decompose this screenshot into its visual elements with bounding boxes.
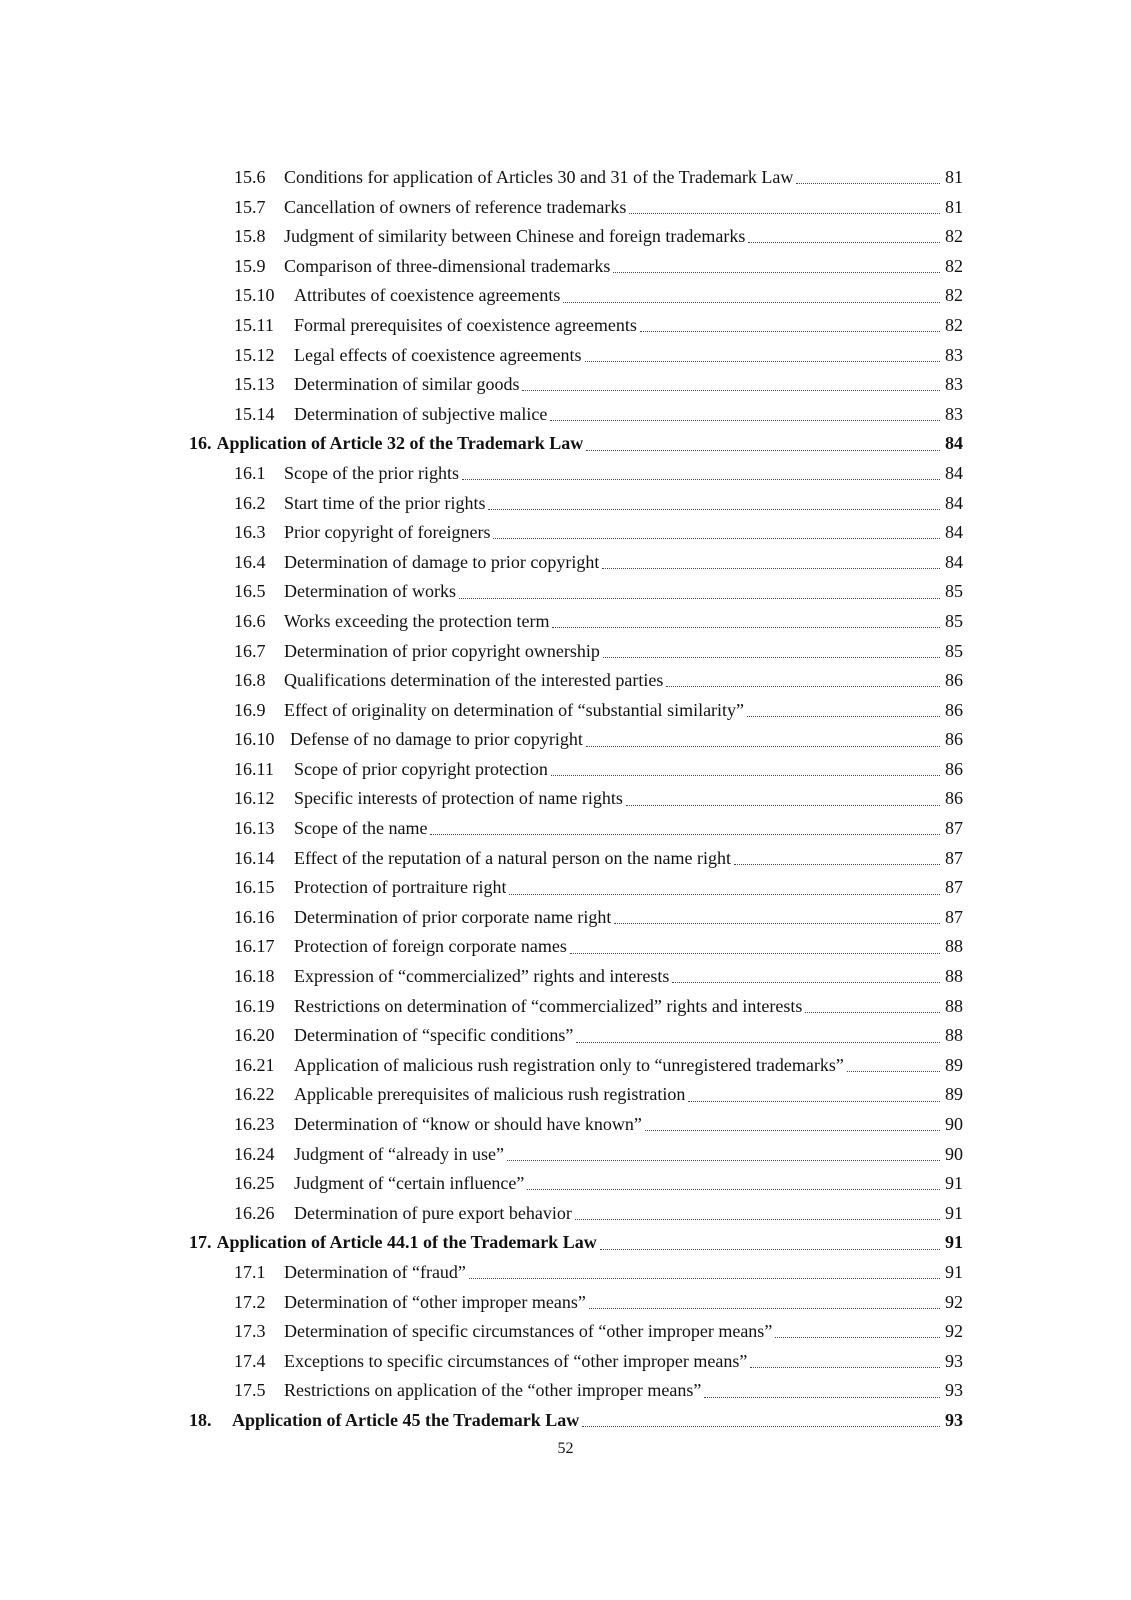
entry-title: Exceptions to specific circumstances of “other improper means”	[284, 1350, 748, 1371]
toc-entry[interactable]	[189, 962, 963, 992]
entry-title: Protection of portraiture right	[294, 877, 507, 898]
entry-title: Determination of “specific conditions”	[294, 1025, 574, 1046]
dot-leader	[666, 686, 940, 687]
dot-leader	[589, 1308, 940, 1309]
dot-leader	[688, 1101, 940, 1102]
toc-entry[interactable]	[189, 1258, 963, 1288]
entry-page: 86	[945, 670, 963, 691]
entry-number: 15.12	[234, 344, 275, 365]
entry-number: 15.10	[234, 285, 275, 306]
chapter-title: Application of Article 45 the Trademark Law	[232, 1409, 580, 1430]
dot-leader	[847, 1071, 940, 1072]
entry-title: Attributes of coexistence agreements	[294, 285, 561, 306]
entry-number: 16.26	[234, 1202, 275, 1223]
entry-page: 83	[945, 374, 963, 395]
entry-page: 93	[945, 1350, 963, 1371]
entry-page: 90	[945, 1114, 963, 1134]
dot-leader	[748, 242, 940, 243]
entry-title: Effect of the reputation of a natural person on the name right	[294, 847, 732, 868]
toc-entry[interactable]	[189, 548, 963, 578]
entry-page: 87	[945, 877, 963, 898]
entry-title: Legal effects of coexistence agreements	[294, 344, 582, 365]
entry-page: 88	[945, 1025, 963, 1046]
chapter-number: 18.	[189, 1409, 212, 1430]
toc-chapter[interactable]	[189, 429, 963, 459]
toc-entry[interactable]	[189, 222, 963, 252]
entry-number: 16.1	[234, 462, 266, 483]
dot-leader	[582, 1426, 940, 1427]
entry-number: 17.1	[234, 1261, 266, 1282]
toc-entry[interactable]	[189, 1169, 963, 1199]
dot-leader	[509, 894, 940, 895]
entry-title: Scope of prior copyright protection	[294, 758, 548, 779]
entry-title: Restrictions on determination of “commercialized” rights and interests	[294, 995, 803, 1016]
entry-page: 85	[945, 610, 963, 631]
chapter-page: 93	[945, 1409, 963, 1430]
entry-page: 83	[945, 403, 963, 424]
entry-title: Defense of no damage to prior copyright	[290, 729, 583, 750]
entry-page: 84	[945, 522, 963, 543]
entry-title: Determination of similar goods	[294, 374, 520, 395]
entry-number: 16.13	[234, 818, 275, 839]
toc-entry[interactable]	[189, 252, 963, 282]
toc-entry[interactable]	[189, 341, 963, 371]
dot-leader	[626, 805, 940, 806]
dot-leader	[585, 361, 940, 362]
entry-title: Judgment of “already in use”	[294, 1143, 504, 1164]
entry-page: 86	[945, 699, 963, 720]
toc-chapter[interactable]	[189, 1228, 963, 1258]
entry-number: 15.6	[234, 167, 266, 187]
entry-page: 92	[945, 1291, 963, 1312]
entry-number: 15.14	[234, 403, 275, 424]
page-number: 52	[557, 1440, 574, 1457]
entry-title: Effect of originality on determination of “substantial similarity”	[284, 699, 745, 720]
entry-title: Start time of the prior rights	[284, 492, 486, 513]
entry-page: 87	[945, 906, 963, 927]
dot-leader	[600, 1249, 940, 1250]
entry-number: 16.16	[234, 906, 275, 927]
entry-number: 16.11	[234, 758, 274, 779]
toc-entry[interactable]	[189, 400, 963, 430]
entry-page: 86	[945, 729, 963, 750]
dot-leader	[586, 746, 940, 747]
entry-number: 17.2	[234, 1291, 266, 1312]
entry-title: Determination of works	[284, 581, 456, 602]
dot-leader	[796, 183, 940, 184]
dot-leader	[614, 923, 940, 924]
toc-entry[interactable]	[189, 1051, 963, 1081]
dot-leader	[704, 1397, 940, 1398]
entry-page: 84	[945, 551, 963, 572]
entry-number: 16.5	[234, 581, 266, 602]
entry-page: 85	[945, 581, 963, 602]
chapter-page: 84	[945, 433, 963, 454]
chapter-title: Application of Article 32 of the Trademark Law	[216, 433, 584, 454]
entry-page: 88	[945, 936, 963, 957]
entry-number: 16.8	[234, 670, 266, 691]
dot-leader	[430, 834, 940, 835]
entry-page: 85	[945, 640, 963, 661]
entry-title: Determination of specific circumstances of “other improper means”	[284, 1321, 773, 1342]
entry-number: 16.9	[234, 699, 266, 720]
toc-entry[interactable]	[189, 755, 963, 785]
entry-page: 87	[945, 847, 963, 868]
entry-page: 91	[945, 1173, 963, 1194]
dot-leader	[747, 716, 940, 717]
toc-entry[interactable]	[189, 1317, 963, 1347]
entry-title: Applicable prerequisites of malicious rush registration	[294, 1084, 686, 1105]
entry-number: 16.3	[234, 522, 266, 543]
entry-title: Application of malicious rush registration only to “unregistered trademarks”	[294, 1054, 844, 1075]
toc-entry[interactable]	[189, 370, 963, 400]
toc-entry[interactable]	[189, 489, 963, 519]
entry-number: 16.14	[234, 847, 275, 868]
dot-leader	[507, 1160, 940, 1161]
toc-entry[interactable]	[189, 932, 963, 962]
entry-number: 15.7	[234, 196, 266, 217]
chapter-title: Application of Article 44.1 of the Trademark Law	[216, 1232, 597, 1253]
toc-chapter[interactable]	[189, 1406, 963, 1436]
chapter-number: 17.	[189, 1232, 212, 1253]
entry-title: Qualifications determination of the interested parties	[284, 670, 664, 691]
entry-title: Cancellation of owners of reference trademarks	[284, 196, 627, 217]
entry-number: 16.19	[234, 995, 275, 1016]
entry-page: 82	[945, 255, 963, 276]
toc-entry[interactable]	[189, 696, 963, 726]
dot-leader	[459, 598, 940, 599]
entry-number: 16.24	[234, 1143, 275, 1164]
entry-number: 16.2	[234, 492, 266, 513]
toc-entry[interactable]	[189, 1140, 963, 1170]
toc-entry[interactable]	[189, 903, 963, 933]
entry-title: Determination of prior copyright ownership	[284, 640, 600, 661]
entry-title: Formal prerequisites of coexistence agreements	[294, 314, 637, 335]
entry-number: 16.17	[234, 936, 275, 957]
entry-page: 83	[945, 344, 963, 365]
entry-number: 16.6	[234, 610, 266, 631]
entry-number: 16.20	[234, 1025, 275, 1046]
entry-page: 82	[945, 285, 963, 306]
toc-entry[interactable]	[189, 459, 963, 489]
dot-leader	[672, 982, 940, 983]
table-of-contents	[189, 163, 963, 1436]
entry-page: 89	[945, 1084, 963, 1105]
toc-entry[interactable]	[189, 193, 963, 223]
entry-number: 16.22	[234, 1084, 275, 1105]
entry-title: Specific interests of protection of name rights	[294, 788, 623, 809]
entry-page: 88	[945, 995, 963, 1016]
entry-page: 81	[945, 167, 963, 187]
entry-number: 16.25	[234, 1173, 275, 1194]
dot-leader	[551, 775, 940, 776]
toc-entry[interactable]	[189, 577, 963, 607]
toc-entry[interactable]	[189, 311, 963, 341]
dot-leader	[575, 1219, 940, 1220]
dot-leader	[775, 1337, 940, 1338]
entry-number: 15.8	[234, 226, 266, 247]
entry-title: Judgment of “certain influence”	[294, 1173, 525, 1194]
entry-page: 91	[945, 1202, 963, 1223]
entry-number: 17.5	[234, 1380, 266, 1401]
dot-leader	[613, 272, 940, 273]
entry-number: 17.4	[234, 1350, 266, 1371]
dot-leader	[586, 450, 940, 451]
entry-title: Determination of “other improper means”	[284, 1291, 586, 1312]
dot-leader	[570, 953, 940, 954]
dot-leader	[602, 568, 940, 569]
toc-entry[interactable]	[189, 1080, 963, 1110]
toc-entry[interactable]	[189, 1376, 963, 1406]
toc-entry[interactable]	[189, 163, 963, 193]
dot-leader	[734, 864, 940, 865]
entry-page: 93	[945, 1380, 963, 1401]
entry-page: 89	[945, 1054, 963, 1075]
toc-entry[interactable]	[189, 873, 963, 903]
toc-entry[interactable]	[189, 607, 963, 637]
entry-title: Scope of the prior rights	[284, 462, 459, 483]
toc-entry[interactable]	[189, 784, 963, 814]
toc-entry[interactable]	[189, 814, 963, 844]
entry-title: Determination of “know or should have known”	[294, 1114, 642, 1134]
entry-page: 86	[945, 758, 963, 779]
entry-number: 16.15	[234, 877, 275, 898]
toc-entry[interactable]	[189, 1110, 963, 1140]
entry-page: 92	[945, 1321, 963, 1342]
entry-page: 84	[945, 462, 963, 483]
entry-title: Determination of damage to prior copyright	[284, 551, 600, 572]
entry-title: Conditions for application of Articles 30 and 31 of the Trademark Law	[284, 167, 794, 187]
toc-entry[interactable]	[189, 518, 963, 548]
toc-entry[interactable]	[189, 1199, 963, 1229]
dot-leader	[462, 479, 940, 480]
toc-entry[interactable]	[189, 992, 963, 1022]
entry-page: 82	[945, 226, 963, 247]
dot-leader	[550, 420, 940, 421]
entry-page: 86	[945, 788, 963, 809]
entry-number: 16.4	[234, 551, 266, 572]
entry-title: Determination of subjective malice	[294, 403, 548, 424]
entry-number: 16.21	[234, 1054, 275, 1075]
dot-leader	[552, 627, 940, 628]
dot-leader	[629, 213, 940, 214]
toc-entry[interactable]	[189, 1021, 963, 1051]
entry-number: 15.13	[234, 374, 275, 395]
chapter-number: 16.	[189, 433, 212, 454]
entry-page: 81	[945, 196, 963, 217]
entry-page: 88	[945, 966, 963, 987]
entry-page: 91	[945, 1261, 963, 1282]
chapter-page: 91	[945, 1232, 963, 1253]
entry-number: 15.9	[234, 255, 266, 276]
entry-number: 16.7	[234, 640, 266, 661]
entry-title: Determination of prior corporate name right	[294, 906, 612, 927]
dot-leader	[640, 331, 940, 332]
dot-leader	[805, 1012, 940, 1013]
entry-title: Restrictions on application of the “other improper means”	[284, 1380, 702, 1401]
entry-page: 90	[945, 1143, 963, 1164]
dot-leader	[645, 1130, 940, 1131]
toc-entry[interactable]	[189, 844, 963, 874]
dot-leader	[488, 509, 940, 510]
entry-title: Judgment of similarity between Chinese and foreign trademarks	[284, 226, 746, 247]
entry-number: 17.3	[234, 1321, 266, 1342]
dot-leader	[522, 390, 940, 391]
entry-page: 82	[945, 314, 963, 335]
toc-entry[interactable]	[189, 666, 963, 696]
dot-leader	[563, 302, 940, 303]
dot-leader	[469, 1278, 940, 1279]
dot-leader	[493, 538, 940, 539]
dot-leader	[750, 1367, 940, 1368]
entry-number: 16.10	[234, 729, 275, 750]
entry-number: 16.12	[234, 788, 275, 809]
entry-title: Determination of pure export behavior	[294, 1202, 572, 1223]
entry-title: Comparison of three-dimensional trademarks	[284, 255, 611, 276]
toc-entry[interactable]	[189, 725, 963, 755]
toc-entry[interactable]	[189, 1288, 963, 1318]
entry-number: 16.23	[234, 1114, 275, 1134]
entry-number: 16.18	[234, 966, 275, 987]
toc-entry[interactable]	[189, 1347, 963, 1377]
entry-title: Works exceeding the protection term	[284, 610, 550, 631]
entry-title: Expression of “commercialized” rights and interests	[294, 966, 670, 987]
entry-title: Scope of the name	[294, 818, 428, 839]
entry-page: 84	[945, 492, 963, 513]
entry-title: Determination of “fraud”	[284, 1261, 466, 1282]
entry-page: 87	[945, 818, 963, 839]
dot-leader	[576, 1042, 940, 1043]
entry-number: 15.11	[234, 314, 274, 335]
toc-entry[interactable]	[189, 281, 963, 311]
entry-title: Prior copyright of foreigners	[284, 522, 491, 543]
dot-leader	[603, 657, 940, 658]
dot-leader	[527, 1189, 940, 1190]
entry-title: Protection of foreign corporate names	[294, 936, 567, 957]
toc-entry[interactable]	[189, 637, 963, 667]
